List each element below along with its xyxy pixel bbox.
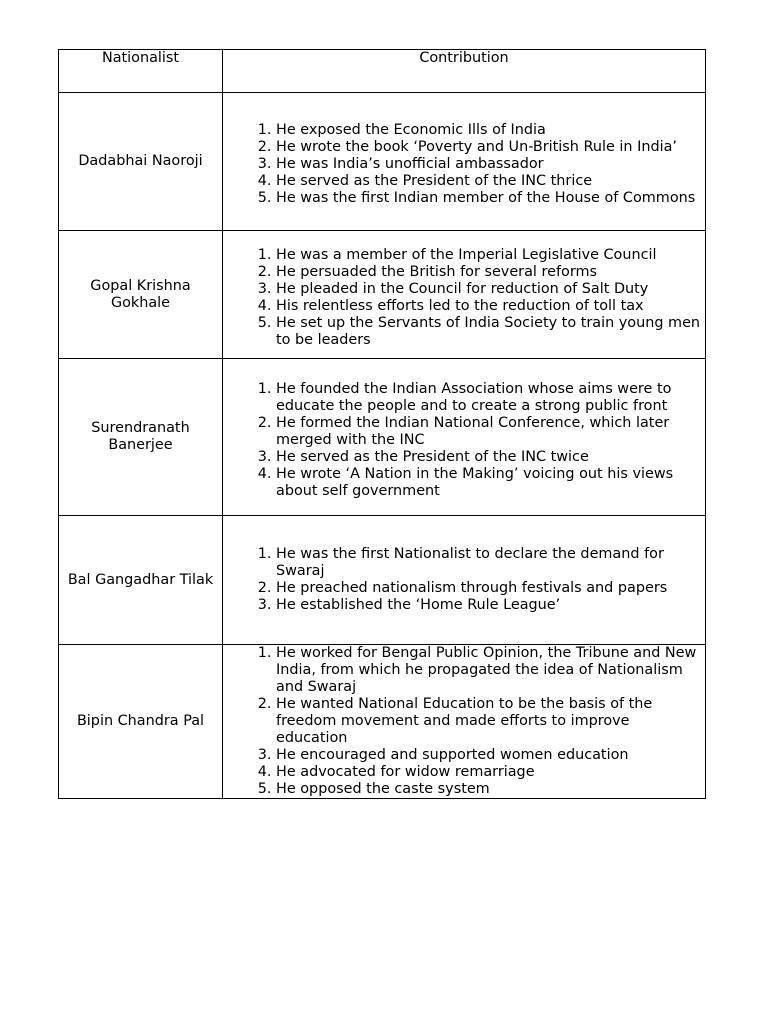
- header-nationalist: Nationalist: [59, 50, 223, 93]
- table-row: [59, 359, 706, 516]
- header-contribution: Contribution: [223, 50, 706, 93]
- table-row: [59, 231, 706, 359]
- contribution-item: 1. He was a member of the Imperial Legislative Council: [276, 247, 705, 264]
- contribution-cell: [223, 231, 706, 359]
- contribution-list: [223, 122, 705, 207]
- nationalist-name: Gopal Krishna Gokhale: [59, 231, 223, 359]
- contribution-item: 2. He preached nationalism through festivals and papers: [276, 580, 705, 597]
- contribution-item: 3. He pleaded in the Council for reduction of Salt Duty: [276, 281, 705, 298]
- contribution-item: 1. He worked for Bengal Public Opinion, the Tribune and New India, from which he propagated the idea of Nationalism and Swaraj: [276, 645, 705, 696]
- contribution-item: 2. He persuaded the British for several reforms: [276, 264, 705, 281]
- contribution-item: 1. He founded the Indian Association whose aims were to educate the people and to create a strong public front: [276, 381, 705, 415]
- contribution-item: 4. He advocated for widow remarriage: [276, 764, 705, 781]
- contribution-item: 2. He formed the Indian National Conference, which later merged with the INC: [276, 415, 705, 449]
- table-header-row: [59, 50, 706, 93]
- contribution-list: [223, 247, 705, 349]
- contribution-item: 2. He wrote the book ‘Poverty and Un-British Rule in India’: [276, 139, 705, 156]
- contribution-item: 3. He served as the President of the INC twice: [276, 449, 705, 466]
- contribution-item: 5. He opposed the caste system: [276, 781, 705, 798]
- nationalist-name: Surendranath Banerjee: [59, 359, 223, 516]
- contribution-item: 3. He was India’s unofficial ambassador: [276, 156, 705, 173]
- contribution-cell: [223, 516, 706, 645]
- table-row: [59, 516, 706, 645]
- contribution-item: 3. He established the ‘Home Rule League’: [276, 597, 705, 614]
- nationalist-name: Dadabhai Naoroji: [59, 93, 223, 231]
- contribution-item: 1. He exposed the Economic Ills of India: [276, 122, 705, 139]
- contribution-cell: [223, 93, 706, 231]
- nationalist-name: Bipin Chandra Pal: [59, 645, 223, 799]
- contribution-item: 2. He wanted National Education to be the basis of the freedom movement and made efforts to improve education: [276, 696, 705, 747]
- contribution-list: [223, 381, 705, 500]
- table-row: [59, 645, 706, 799]
- contribution-cell: [223, 359, 706, 516]
- nationalist-name: Bal Gangadhar Tilak: [59, 516, 223, 645]
- contribution-item: 3. He encouraged and supported women education: [276, 747, 705, 764]
- contribution-item: 4. He served as the President of the INC thrice: [276, 173, 705, 190]
- nationalists-table: [58, 49, 706, 799]
- contribution-list: [223, 546, 705, 614]
- contribution-list: [223, 645, 705, 798]
- contribution-item: 4. He wrote ‘A Nation in the Making’ voicing out his views about self government: [276, 466, 705, 500]
- contribution-item: 5. He set up the Servants of India Society to train young men to be leaders: [276, 315, 705, 349]
- table-row: [59, 93, 706, 231]
- contribution-item: 1. He was the first Nationalist to declare the demand for Swaraj: [276, 546, 705, 580]
- contribution-item: 4. His relentless efforts led to the reduction of toll tax: [276, 298, 705, 315]
- contribution-item: 5. He was the first Indian member of the House of Commons: [276, 190, 705, 207]
- contribution-cell: [223, 645, 706, 799]
